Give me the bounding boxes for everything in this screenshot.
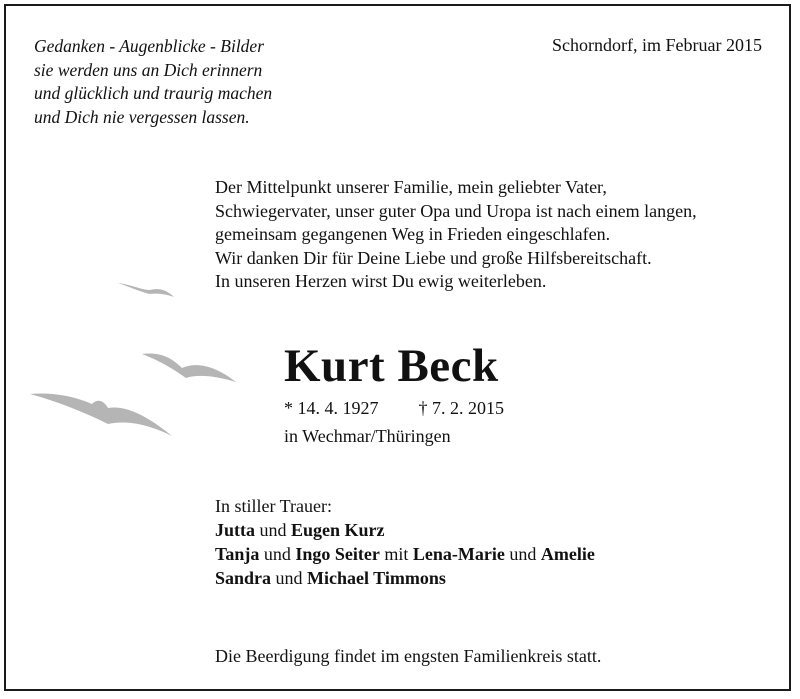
mourner-name: Michael Timmons	[307, 568, 446, 588]
conjunction: und	[509, 544, 537, 564]
mourner-line	[215, 566, 595, 590]
conjunction: und	[259, 520, 287, 540]
poem-line: und glücklich und traurig machen	[34, 83, 273, 103]
death-date: † 7. 2. 2015	[418, 398, 504, 418]
mourner-name: Eugen Kurz	[291, 520, 385, 540]
life-dates	[284, 397, 504, 420]
mourner-name: Ingo Seiter	[295, 544, 380, 564]
funeral-note: Die Beerdigung findet im engsten Familienkreis statt.	[215, 646, 602, 666]
tribute-line: In unseren Herzen wirst Du ewig weiterleben.	[215, 271, 547, 292]
mourner-name: Jutta	[215, 520, 255, 540]
tribute-line: Schwiegervater, unser guter Opa und Uropa ist nach einem langen,	[215, 200, 697, 221]
mourner-line	[215, 518, 595, 542]
mourners-heading: In stiller Trauer:	[215, 496, 332, 516]
poem-line: sie werden uns an Dich erinnern	[34, 59, 263, 80]
bird-large	[30, 393, 172, 436]
poem-line: und Dich nie vergessen lassen.	[34, 106, 250, 127]
mourner-name: Sandra	[215, 568, 272, 588]
tribute-line: Der Mittelpunkt unserer Familie, mein geliebter Vater,	[215, 177, 607, 197]
conjunction: mit	[384, 544, 409, 564]
tribute-text	[215, 176, 697, 294]
poem	[34, 35, 272, 129]
tribute-line: Wir danken Dir für Deine Liebe und große Hilfsbereitschaft.	[215, 247, 652, 268]
mourner-name: Lena-Marie	[412, 544, 505, 564]
bird-small	[118, 283, 174, 297]
mourner-line	[215, 542, 595, 566]
mourners	[215, 494, 595, 590]
conjunction: und	[263, 544, 291, 564]
mourner-name: Tanja	[215, 544, 260, 564]
birth-date: * 14. 4. 1927	[284, 398, 379, 418]
dateline: Schorndorf, im Februar 2015	[552, 35, 762, 55]
conjunction: und	[275, 568, 303, 588]
birth-place: in Wechmar/Thüringen	[284, 426, 451, 446]
mourner-name: Amelie	[540, 544, 595, 564]
deceased-name: Kurt Beck	[284, 340, 499, 392]
tribute-line: gemeinsam gegangenen Weg in Frieden eingeschlafen.	[215, 224, 611, 245]
bird-medium	[142, 354, 236, 382]
poem-line: Gedanken - Augenblicke - Bilder	[34, 36, 265, 56]
